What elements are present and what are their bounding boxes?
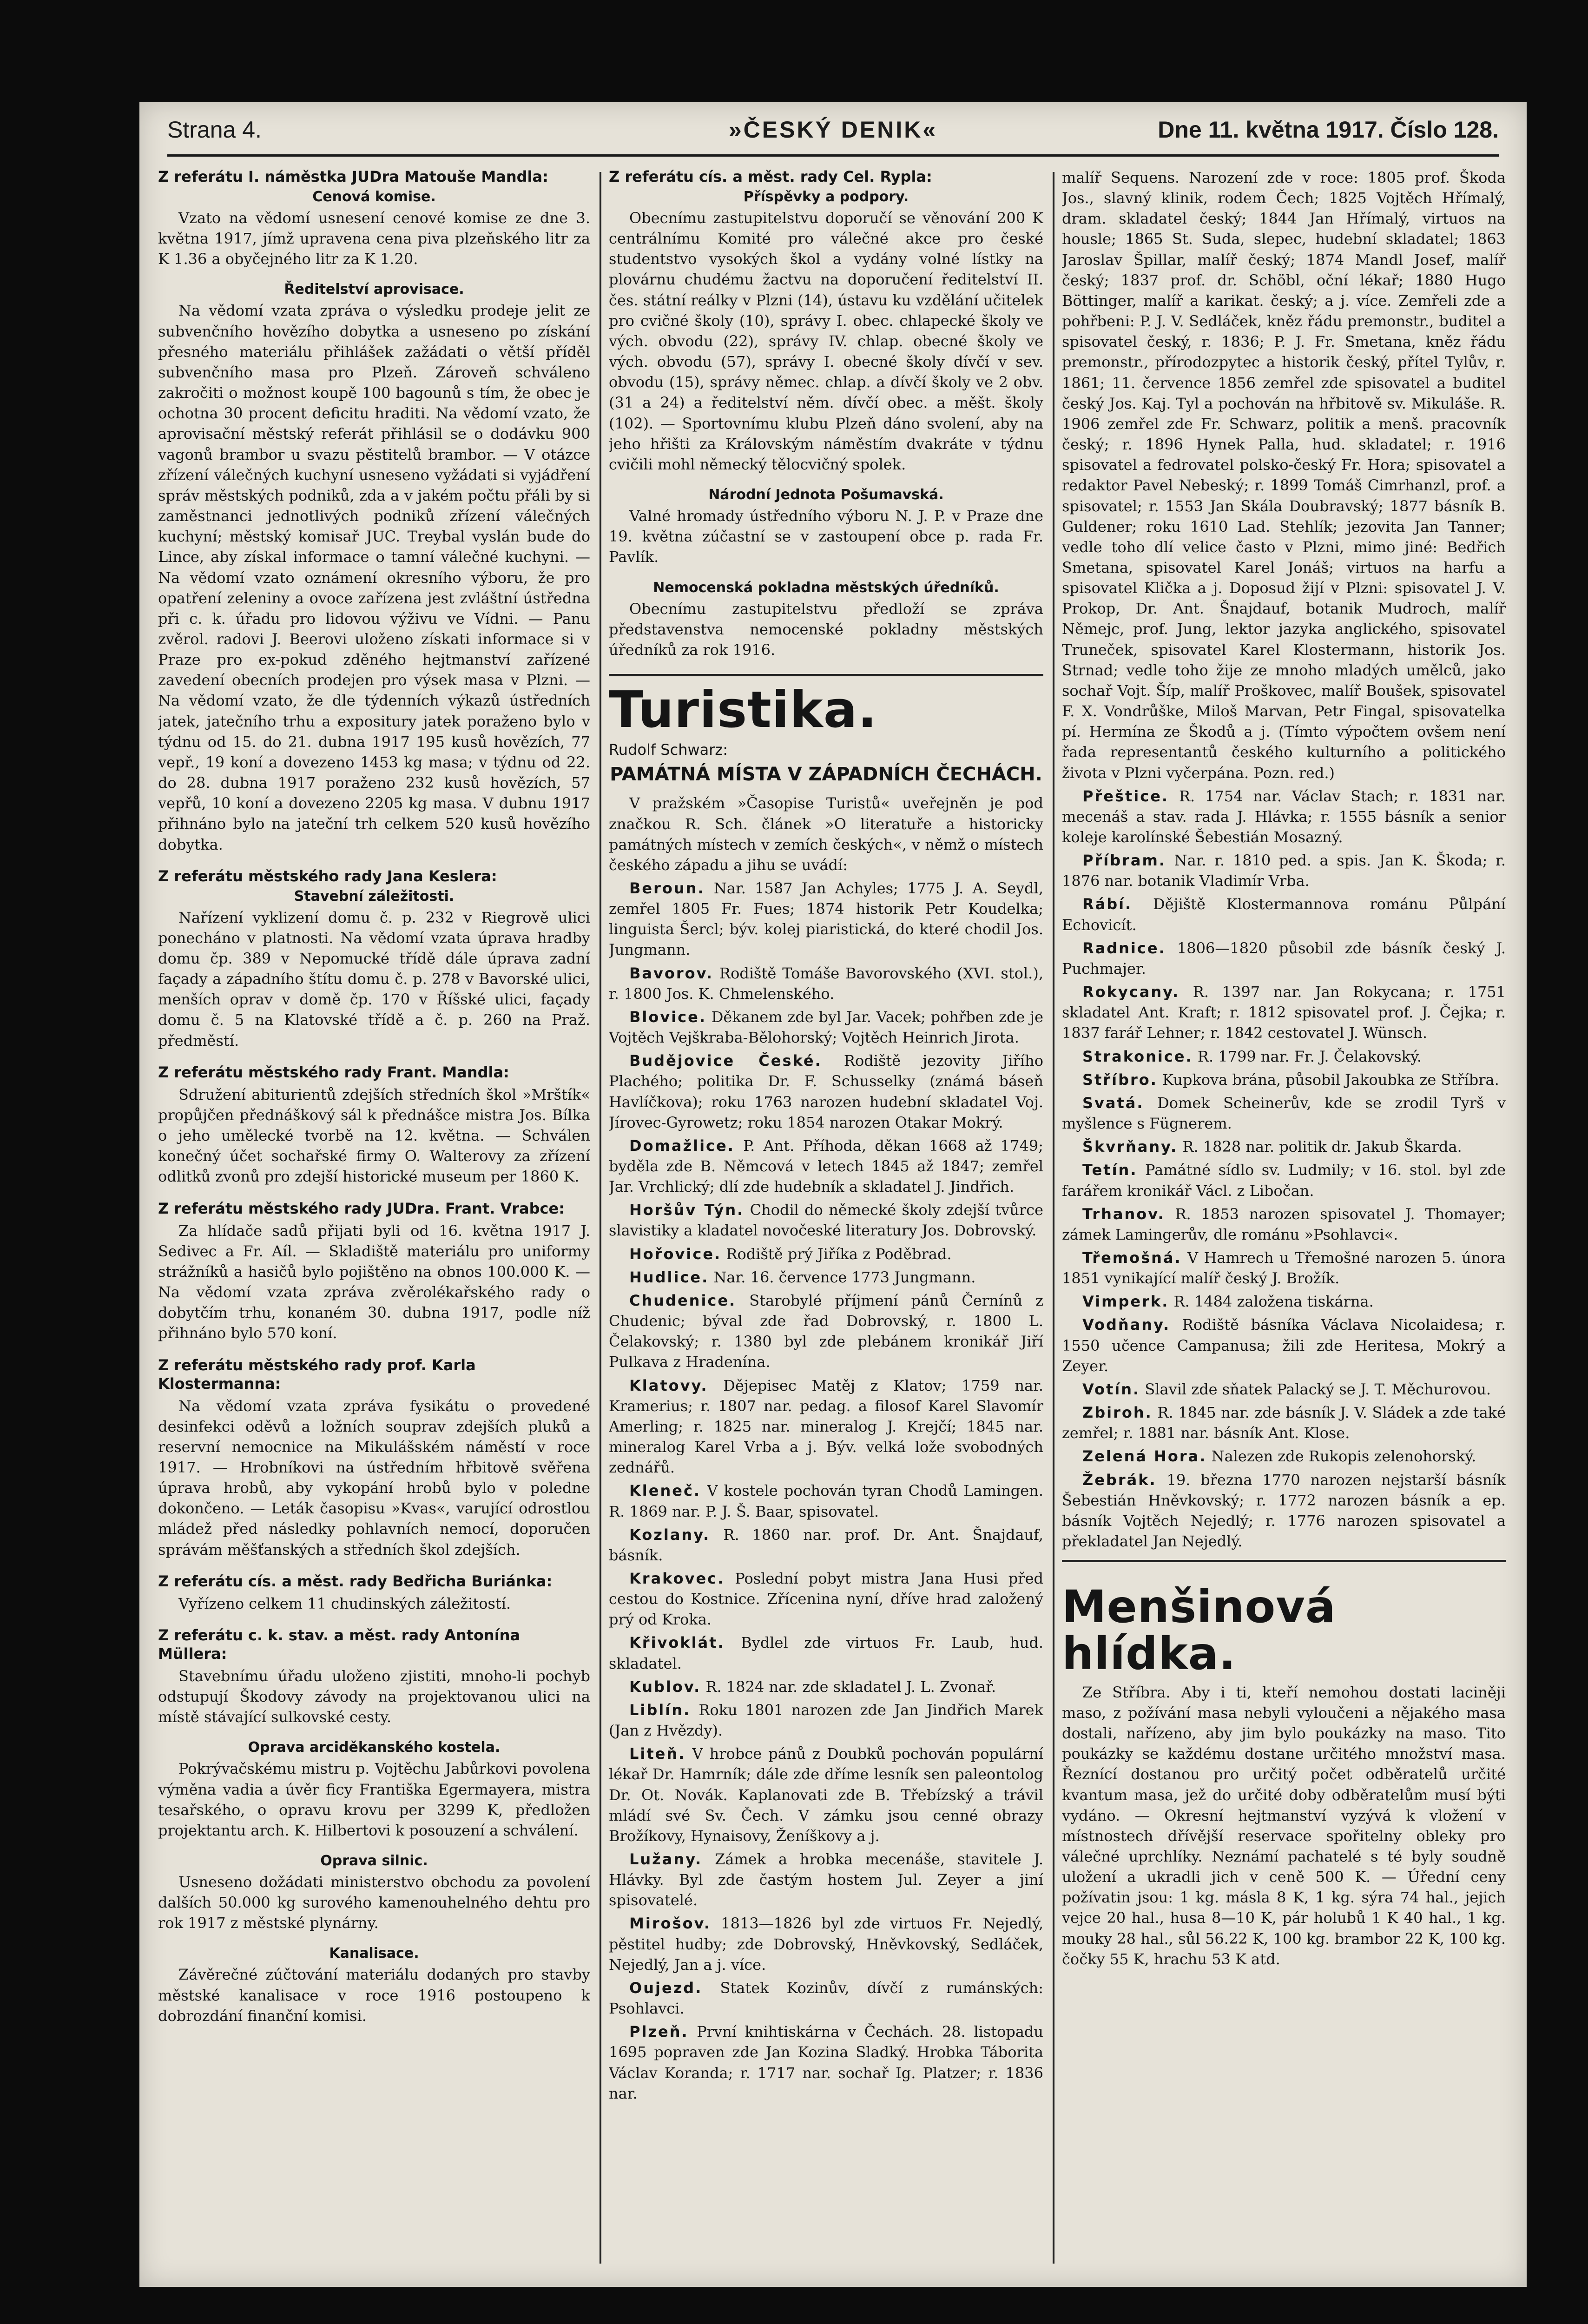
place-text: R. 1828 nar. politik dr. Jakub Škarda. <box>1182 1138 1462 1156</box>
issue-date: Dne 11. května 1917. Číslo 128. <box>1158 117 1499 143</box>
place-name: Vodňany. <box>1082 1316 1171 1334</box>
place-name: Příbram. <box>1082 852 1166 870</box>
place-text: Roku 1801 narozen zde Jan Jindřich Marek (Jan z Hvězdy). <box>609 1701 1043 1740</box>
column-left <box>158 167 590 2268</box>
column-middle <box>609 167 1043 2268</box>
article-subheading: Národní Jednota Pošumavská. <box>708 487 944 503</box>
article-paragraph: Na vědomí vzata zpráva fysikátu o provedené desinfekci oděvů a ložních souprav zdejších pluků a reservní nemocnice na Mikulášském náměstí v roce 1917. — Hrobníkovi na ústředním hřbitově svěřena úprava hrobů, aby vykopání hrobů bylo v poledne dokončeno. — Leták časopisu »Kvas«, varující odrostlou mládež před následky pohlavních nemocí, doporučen správám měšťanských a středních škol zdejších. <box>158 1397 590 1558</box>
place-entry <box>1062 1046 1506 1067</box>
article-subheading: Cenová komise. <box>312 189 436 205</box>
article-subheading: Oprava silnic. <box>320 1853 428 1869</box>
place-text: R. 1824 nar. zde skladatel J. L. Zvonař. <box>705 1677 996 1696</box>
places-list <box>609 878 1043 2104</box>
place-text: R. 1484 založena tiskárna. <box>1173 1293 1374 1311</box>
column-rule <box>1053 172 1054 2264</box>
place-name: Vimperk. <box>1082 1293 1169 1311</box>
place-entry <box>1062 786 1506 847</box>
place-text: Kupkova brána, působil Jakoubka ze Stříbra. <box>1162 1070 1499 1089</box>
place-entry <box>609 1375 1043 1478</box>
place-name: Mirošov. <box>629 1915 712 1933</box>
column-rule <box>600 172 601 2264</box>
place-name: Liteň. <box>629 1745 686 1763</box>
place-text: Bydlel zde virtuos Fr. Laub, hud. skladatel. <box>609 1634 1043 1672</box>
places-list-continued <box>1062 786 1506 1552</box>
place-text: Zámek a hrobka mecenáše, stavitele J. Hlávky. Byl zde častým hostem Jul. Zeyer a jiní spisovatelé. <box>609 1850 1043 1909</box>
article-paragraph: Sdružení abiturientů zdejších středních škol »Mrštík« propůjčen přednáškový sál k přednášce mistra Jos. Bílka o jeho umělecké tvorbě na 12. května. — Schválen konečný účet sochařské firmy O. Walterovy za zřízení odlitků zvonů pro zdejší historické museum per 1860 K. <box>158 1085 590 1186</box>
place-name: Hořovice. <box>629 1245 722 1263</box>
article-heading: Z referátu městského rady Frant. Mandla: <box>158 1063 509 1081</box>
place-name: Domažlice. <box>629 1136 735 1155</box>
place-entry <box>1062 894 1506 935</box>
article <box>158 1356 590 1560</box>
place-entry <box>1062 1160 1506 1201</box>
place-entry <box>1062 1070 1506 1090</box>
place-entry <box>609 1267 1043 1287</box>
place-text: R. 1799 nar. Fr. J. Čelakovský. <box>1197 1047 1422 1065</box>
place-name: Stříbro. <box>1082 1070 1158 1089</box>
place-name: Oujezd. <box>629 1979 703 1997</box>
place-name: Votín. <box>1082 1380 1140 1398</box>
place-entry <box>1062 982 1506 1043</box>
place-name: Liblín. <box>629 1701 691 1719</box>
article-paragraph: Pokrývačskému mistru p. Vojtěchu Jabůrkovi povolena výměna vadia a úvěr ficy Františka Egermayera, mistra tesařského, o opravu krovu per 3299 K, předložen projektantu arch. K. Hilbertovi k posouzení a schválení. <box>158 1760 590 1839</box>
newspaper-page <box>139 102 1527 2287</box>
page-number: Strana 4. <box>167 117 262 143</box>
article-subheading: Kanalisace. <box>329 1945 419 1962</box>
article-subheading: Příspěvky a podpory. <box>743 189 909 205</box>
place-name: Beroun. <box>629 879 705 897</box>
place-name: Žebrák. <box>1082 1471 1157 1489</box>
article-paragraph: Vzato na vědomí usnesení cenové komise ze dne 3. května 1917, jímž upravena cena piva plzeňského litr za K 1.36 a obyčejného litr za K 1.20. <box>158 209 590 268</box>
place-entry <box>1062 1314 1506 1376</box>
place-entry <box>1062 1248 1506 1288</box>
article <box>158 1063 590 1187</box>
place-text: Statek Kozinův, dívčí z rumánských: Psohlavci. <box>609 1979 1043 2018</box>
place-text: 19. března 1770 narozen nejstarší básník Šebestián Hněvkovský; r. 1772 narozen básník a ep. básník Vojtěch Nejedlý; r. 1776 narozen spisovatel a překladatel Jan Nejedlý. <box>1062 1471 1506 1550</box>
place-text: P. Ant. Příhoda, děkan 1668 až 1749; byděla zde B. Němcová v letech 1845 až 1847; zemřel Jar. Vrchlický; dlí zde hudebník a skladatel J. Jindřich. <box>609 1136 1043 1196</box>
place-text: Slavil zde sňatek Palacký se J. T. Měchurovou. <box>1145 1380 1491 1398</box>
place-entry <box>1062 1446 1506 1466</box>
place-text: Dějepisec Matěj z Klatov; 1759 nar. Kramerius; r. 1807 nar. pedag. a filosof Karel Slavomír Amerling; r. 1825 nar. mineralog J. Krejčí; 1845 nar. mineralog Karel Vrba a j. Býv. velká lože svobodných zednářů. <box>609 1376 1043 1477</box>
place-text: Poslední pobyt mistra Jana Husi před cestou do Kostnice. Zřícenina nyní, dříve hrad založený prý od Kroka. <box>609 1569 1043 1629</box>
place-text: V hrobce pánů z Doubků pochován populární lékař Dr. Hamrník; dále zde dříme lesník sen paleontolog Dr. Ot. Novák. Kaplanovati zde B. Třebízský a trávil mládí své Sv. Čech. V zámku jsou cenné obrazy Brožíkovy, Hynaisovy, Ženíškovy a j. <box>609 1745 1043 1845</box>
article-paragraph: Obecnímu zastupitelstvu předloží se zpráva představenstva nemocenské pokladny městských úředníků za rok 1916. <box>609 600 1043 659</box>
place-entry <box>609 1632 1043 1673</box>
article-heading: Z referátu městského rady Jana Keslera: <box>158 867 497 885</box>
continued-text: malíř Sequens. Narození zde v roce: 1805 prof. Škoda Jos., slavný klinik, rodem Čech; 1825 Vojtěch Hřímalý, dram. skladatel český; 1844 Jan Hřímalý, virtuos na housle; 1865 St. Suda, slepec, hudební skladatel; 1863 Jaroslav Špillar, malíř český; 1874 Mandl Josef, malíř český; 1837 prof. dr. Schöbl, oční lékař; 1880 Hugo Böttinger, malíř a karikat. český; a j. více. Zemřeli zde a pohřbeni: P. J. V. Sedláček, kněz řádu premonstr., buditel a spisovatel český, r. 1836; P. J. Fr. Smetana, kněz řádu premonstr., přírodozpytec a historik český, přítel Tylův, r. 1861; 11. července 1856 zemřel zde spisovatel a buditel český Jos. Kaj. Tyl a pochován na hřbitově sv. Mikuláše. R. 1906 zemřel zde Fr. Schwarz, politik a menš. pracovník český; r. 1896 Hynek Palla, hud. skladatel; r. 1916 spisovatel a fedrovatel polsko-český Fr. Hora; spisovatel a redaktor Pavel Nebeský; r. 1899 Tomáš Cimrhanzl, prof. a spisovatel; r. 1553 Jan Skála Doubravský; 1877 básník B. Guldener; roku 1610 Lad. Stehlík; jezovita Jan Tanner; vedle toho dlí velice často v Plzni, mimo jiné: Bedřich Smetana, spisovatel Karel Jonáš; virtuos na harfu a spisovatel Klička a j. Doposud žijí v Plzni: spisovatel J. V. Prokop, Dr. Ant. Šnajdauf, botanik Mudroch, malíř Němejc, prof. Jung, lektor jazyka anglického, spisovatel Truneček, spisovatel Karel Klostermann, historik Jos. Strnad; vedle toho žije ze mnoho mladých umělců, jako sochař Vojt. Šíp, malíř Proškovec, malíř Boušek, spisovatel F. X. Vondrůške, Miloš Marvan, Petr Fingal, spisovatelka pí. Hermína ze Škodů a j. (Tímto výpočtem ovšem není řada representantů českého kulturního a politického života v Plzni vyčerpána. Pozn. red.) <box>1062 169 1506 782</box>
article-heading: Z referátu cís. a měst. rady Cel. Rypla: <box>609 168 932 185</box>
place-name: Strakonice. <box>1082 1047 1193 1065</box>
article-heading: Z referátu cís. a měst. rady Bedřicha Buriánka: <box>158 1572 553 1590</box>
place-text: Nalezen zde Rukopis zelenohorský. <box>1211 1447 1476 1466</box>
place-name: Třemošná. <box>1082 1248 1182 1267</box>
place-entry <box>609 878 1043 960</box>
article-subheading: Oprava arciděkanského kostela. <box>248 1739 501 1756</box>
article-heading: Z referátu městského rady JUDra. Frant. Vrabce: <box>158 1199 565 1217</box>
place-name: Tetín. <box>1082 1161 1138 1179</box>
article-paragraph: Stavebnímu úřadu uloženo zjistiti, mnoho-li pochyb odstupují Škodovy závody na projektovanou ulici na místě stávající sulkovské cesty. <box>158 1667 590 1726</box>
article <box>609 580 1043 660</box>
place-text: Starobylé příjmení pánů Černínů z Chudenic; býval zde řad Dobrovský, r. 1800 L. Čelakovský; r. 1380 byl zde plebánem kronikář Jiří Pulkava z Hradenína. <box>609 1291 1043 1371</box>
article <box>158 1626 590 1727</box>
place-entry <box>609 1700 1043 1741</box>
place-name: Chudenice. <box>629 1291 737 1309</box>
place-name: Zelená Hora. <box>1082 1447 1207 1466</box>
place-text: Domek Scheinerův, kde se zrodil Tyrš v myšlence s Fügnerem. <box>1062 1094 1506 1133</box>
place-text: Památné sídlo sv. Ludmily; v 16. stol. byl zde farářem kronikář Václ. z Libočan. <box>1062 1161 1506 1200</box>
article <box>158 281 590 854</box>
article <box>158 1572 590 1614</box>
place-entry <box>609 1480 1043 1521</box>
place-entry <box>609 1978 1043 2019</box>
article <box>158 1945 590 2026</box>
place-name: Svatá. <box>1082 1094 1144 1112</box>
place-text: R. 1397 nar. Jan Rokycana; r. 1751 skladatel Ant. Kraft; r. 1812 spisovatel prof. J. Čejka; r. 1837 farář Lehner; r. 1842 cestovatel J. Wünsch. <box>1062 983 1506 1042</box>
place-entry <box>609 1568 1043 1630</box>
article-heading: Z referátu c. k. stav. a měst. rady Antonína Müllera: <box>158 1626 521 1663</box>
article <box>609 487 1043 567</box>
newspaper-title: »ČESKÝ DENIK« <box>728 117 938 143</box>
place-text: Rodiště jezovity Jiřího Plachého; politika Dr. F. Schusselky (známá báseň Havlíčkova); roku 1763 narozen hudební skladatel Voj. Jírovec-Gyrowetz; roku 1854 narozen Otakar Mokrý. <box>609 1052 1043 1131</box>
place-text: Rodiště prý Jiříka z Poděbrad. <box>726 1245 952 1263</box>
masthead <box>167 112 1499 157</box>
place-text: První knihtiskárna v Čechách. 28. listopadu 1695 popraven zde Jan Kozina Sladký. Hrobka Táborita Václav Koranda; r. 1717 nar. sochař Ig. Platzer; r. 1836 nar. <box>609 2023 1043 2102</box>
place-entry <box>609 1200 1043 1241</box>
place-text: Chodil do německé školy zdejší tvůrce slavistiky a kladatel novočeské literatury Jos. Dobrovský. <box>609 1201 1043 1240</box>
place-text: 1806—1820 působil zde básník český J. Puchmajer. <box>1062 939 1506 977</box>
place-entry <box>609 1050 1043 1133</box>
place-text: Dějiště Klostermannova románu Půlpání Echovicít. <box>1062 895 1506 934</box>
place-name: Plzeň. <box>629 2023 689 2041</box>
place-text: R. 1754 nar. Václav Stach; r. 1831 nar. mecenáš a stav. rada J. Hlávka; r. 1555 básník a senior koleje karolínské Šebestián Mosazný. <box>1062 787 1506 846</box>
article-paragraph: Závěrečné zúčtování materiálu dodaných pro stavby městské kanalisace v roce 1916 postoupeno k dobrozdání finanční komisi. <box>158 1966 590 2025</box>
place-entry <box>609 1743 1043 1846</box>
article <box>158 167 590 269</box>
article <box>609 167 1043 475</box>
place-name: Horšův Týn. <box>629 1201 745 1219</box>
article-paragraph: Za hlídače sadů přijati byli od 16. května 1917 J. Sedivec a Fr. Aíl. — Skladiště materiálu pro uniformy strážníků a hasičů bylo pojištěno na obnos 100.000 K. — Na vědomí vzata zpráva zvěrolékařského rady o dobytčím trhu, konaném 30. dubna 1917, podle níž přihnáno bylo 570 koní. <box>158 1221 590 1342</box>
place-text: R. 1853 narozen spisovatel J. Thomayer; zámek Lamingerův, dle románu »Psohlavci«. <box>1062 1205 1506 1243</box>
place-name: Rokycany. <box>1082 983 1180 1001</box>
place-text: Nar. 16. července 1773 Jungmann. <box>713 1268 976 1286</box>
place-name: Kleneč. <box>629 1482 701 1500</box>
place-entry <box>609 1244 1043 1264</box>
place-entry <box>609 1290 1043 1373</box>
article <box>158 1199 590 1344</box>
place-text: V kostele pochován tyran Chodů Lamingen. R. 1869 nar. P. J. Š. Baar, spisovatel. <box>609 1482 1043 1520</box>
place-name: Hudlice. <box>629 1268 709 1286</box>
place-entry <box>609 1913 1043 1974</box>
place-name: Klatovy. <box>629 1376 708 1394</box>
article-paragraph: Valné hromady ústředního výboru N. J. P. v Praze dne 19. května zúčastní se v zastoupení obce p. rada Fr. Pavlík. <box>609 507 1043 566</box>
column-right <box>1062 167 1506 2268</box>
place-name: Zbiroh. <box>1082 1404 1153 1422</box>
section-title-turistika: Turistika. <box>609 674 1043 736</box>
article-subheading: Stavební záležitosti. <box>294 888 455 905</box>
place-name: Rábí. <box>1082 895 1133 913</box>
article <box>158 867 590 1051</box>
place-entry <box>609 1007 1043 1048</box>
place-text: R. 1860 nar. prof. Dr. Ant. Šnajdauf, básník. <box>609 1525 1043 1564</box>
section-title-mensinova: Menšinová hlídka. <box>1062 1581 1336 1680</box>
council-reports <box>609 167 1043 660</box>
place-text: Rodiště básníka Václava Nicolaidesa; r. 1550 učence Campanusa; žili zde Heritesa, Mokrý a Zeyer. <box>1062 1316 1506 1375</box>
place-entry <box>1062 1379 1506 1400</box>
place-name: Kublov. <box>629 1677 701 1696</box>
place-name: Křivoklát. <box>629 1634 725 1652</box>
article-author: Rudolf Schwarz: <box>609 741 728 759</box>
place-text: V Hamrech u Třemošné narozen 5. února 1851 vynikající malíř český J. Brožík. <box>1062 1248 1506 1287</box>
place-name: Kozlany. <box>629 1525 711 1544</box>
article-paragraph: Vyřízeno celkem 11 chudinských záležitostí. <box>178 1594 511 1612</box>
article-paragraph: Obecnímu zastupitelstvu doporučí se věnování 200 K centrálnímu Komité pro válečné akce pro české studentstvo vysokých škol a vydány volné lístky na plovárnu chudému žactvu na doporučení ředitelství II. čes. státní reálky v Plzni (14), ústavu ku vzdělání učitelek pro cvičné školy (10), správy I. obec. chlapecké školy ve vých. obvodu (22), správy IV. chlap. obecné školy ve vých. obvodu (57), správy I. obecné školy dívčí v sev. obvodu (15), správy němec. chlap. a dívčí školy ve 2 obv. (31 a 24) a ředitelství něm. dívčí obec. a měšt. školy (102). — Sportovnímu klubu Plzeň dáno svolení, aby na jeho hřišti za Královským náměstím dvakráte v týdnu cvičili mohl německý tělocvičný spolek. <box>609 209 1043 473</box>
place-name: Blovice. <box>629 1008 706 1026</box>
place-entry <box>1062 938 1506 979</box>
place-entry <box>609 1849 1043 1910</box>
article-heading: Z referátu městského rady prof. Karla Klostermanna: <box>158 1356 476 1393</box>
article-paragraph: Usneseno dožádati ministerstvo obchodu za povolení dalších 50.000 kg surového kamenouhelného dehtu pro rok 1917 z městské plynárny. <box>158 1873 590 1932</box>
place-entry <box>609 2021 1043 2104</box>
place-entry <box>1062 1402 1506 1443</box>
article <box>158 1739 590 1841</box>
place-entry <box>1062 1470 1506 1552</box>
place-entry <box>609 1525 1043 1565</box>
place-name: Krakovec. <box>629 1569 725 1587</box>
article-subheading: Nemocenská pokladna městských úředníků. <box>653 579 999 596</box>
article-paragraph: Na vědomí vzata zpráva o výsledku prodeje jelit ze subvenčního hovězího dobytka a usneseno po získání přesného materiálu přihlášek zažádati o větší příděl subvenčního masa pro Plzeň. Zároveň schváleno zakročiti o možnost koupě 100 bagounů s tím, že obec je ochotna 30 procent deficitu hraditi. Na vědomí vzato, že aprovisační městský referát přihlásil se o dodávku 900 vagonů brambor u svazu pěstitelů brambor. — V otázce zřízení válečných kuchyní usneseno vyžádati si vyjádření správ městských podniků, zda a v jakém počtu přáli by si zaměstnanci jednotlivých podniků zřízení válečných kuchyní; městský komisař JUC. Treybal vyslán bude do Lince, aby získal informace o tamní válečné kuchyni. — Na vědomí vzato oznámení okresního výboru, že pro opatření zeleniny a ovoce zařízena jest zvláštní ústředna při c. k. úřadu pro lidovou výživu ve Vídni. — Panu zvěrol. radovi J. Beerovi uloženo získati informace si v Praze pro ex-pokud zděného hejtmanství zařízené zavedení obecních prodejen pro výsek masa v Plzni. — Na vědomí vzato, že dle týdenních výkazů ústředních jatek, jatečního trhu a expositury jatek poraženo bylo v týdnu od 15. do 21. dubna 1917 195 kusů hovězích, 77 vepř., 19 koní a dovezeno 1453 kg masa; v týdnu od 22. do 28. dubna 1917 poraženo 232 kusů hovězích, 57 vepřů, 10 koní a dovezeno 2205 kg masa. V dubnu 1917 přihnáno bylo na jateční trh celkem 520 kusů hovězího dobytka. <box>158 302 590 853</box>
place-entry <box>1062 1093 1506 1134</box>
place-entry <box>1062 1204 1506 1245</box>
place-name: Bavorov. <box>629 964 713 982</box>
place-name: Přeštice. <box>1082 787 1169 805</box>
place-entry <box>609 963 1043 1004</box>
minority-news: Ze Stříbra. Aby i ti, kteří nemohou dostati laciněji maso, z požívání masa nebyli vyloučeni a nějakého masa dostali, nařízeno, aby jim bylo poukázky na maso. Tito poukázky se každému dostane určitého množství masa. Řeznící dostanou pro určitý počet odběratelů určité kvantum masa, jež do určité doby odběratelům musí býti vydáno. — Okresní hejtmanství vyzývá k vložení v místnostech dřívější reservace spořitelny obleky pro válečné uprchlíky. Neznámí pachatelé s té byly soudně uložení a ukradli jich v ceně 500 K. — Úřední ceny požívatin jsou: 1 kg. másla 8 K, 1 kg. sýra 74 hal., jejich vejce 20 hal., husa 8—10 K, pár holubů 1 K 40 hal., 1 kg. mouky 28 hal., sůl 56.22 K, 100 kg. brambor 22 K, 100 kg. čočky 55 K, hrachu 53 K atd. <box>1062 1683 1506 1968</box>
article-intro: V pražském »Časopise Turistů« uveřejněn je pod značkou R. Sch. článek »O literatuře a historicky památných místech v zemích českých«, v němž o místech českého západu a jihu se uvádí: <box>609 794 1043 874</box>
article-heading: Z referátu I. náměstka JUDra Matouše Mandla: <box>158 168 548 185</box>
place-entry <box>1062 1136 1506 1157</box>
place-name: Škvrňany. <box>1082 1138 1178 1156</box>
place-text: Děkanem zde byl Jar. Vacek; pohřben zde je Vojtěch Vejškraba-Bělohorský; Vojtěch Heinrich Jirota. <box>609 1008 1043 1047</box>
place-entry <box>609 1136 1043 1197</box>
place-text: Rodiště Tomáše Bavorovského (XVI. stol.), r. 1800 Jos. K. Chmelenského. <box>609 964 1043 1003</box>
place-name: Trhanov. <box>1082 1205 1165 1223</box>
place-text: R. 1845 nar. zde básník J. V. Sládek a zde také zemřel; r. 1881 nar. básník Ant. Klose. <box>1062 1404 1506 1442</box>
place-text: 1813—1826 byl zde virtuos Fr. Nejedlý, pěstitel hudby; zde Dobrovský, Hněvkovský, Sedláček, Nejedlý, Jan a j. více. <box>609 1915 1043 1974</box>
place-entry <box>1062 1291 1506 1312</box>
article-paragraph: Nařízení vyklizení domu č. p. 232 v Riegrově ulici ponecháno v platnosti. Na vědomí vzata úprava hradby domu čp. 389 v Nepomucké třídě dále úprava zadní façady a západního štítu domu č. p. 278 v Bavorské ulici, menších oprav v domě čp. 170 v Říšské ulici, façady domu č. 5 na Klatovské třídě a č. p. 260 na Praž. předměstí. <box>158 908 590 1050</box>
place-text: Nar. r. 1810 ped. a spis. Jan K. Škoda; r. 1876 nar. botanik Vladimír Vrba. <box>1062 852 1506 890</box>
place-name: Budějovice České. <box>629 1052 822 1070</box>
article-title: PAMÁTNÁ MÍSTA V ZÁPADNÍCH ČECHÁCH. <box>610 764 1042 786</box>
place-text: Nar. 1587 Jan Achyles; 1775 J. A. Seydl, zemřel 1805 Fr. Fues; 1874 historik Petr Koudelka; linguista Šercl; býv. kolej piaristická, do které chodil Jos. Jungmann. <box>609 879 1043 959</box>
place-name: Radnice. <box>1082 939 1166 957</box>
article-subheading: Ředitelství aprovisace. <box>284 281 464 298</box>
article <box>158 1853 590 1933</box>
place-name: Lužany. <box>629 1850 703 1868</box>
place-entry <box>609 1677 1043 1697</box>
place-entry <box>1062 850 1506 891</box>
